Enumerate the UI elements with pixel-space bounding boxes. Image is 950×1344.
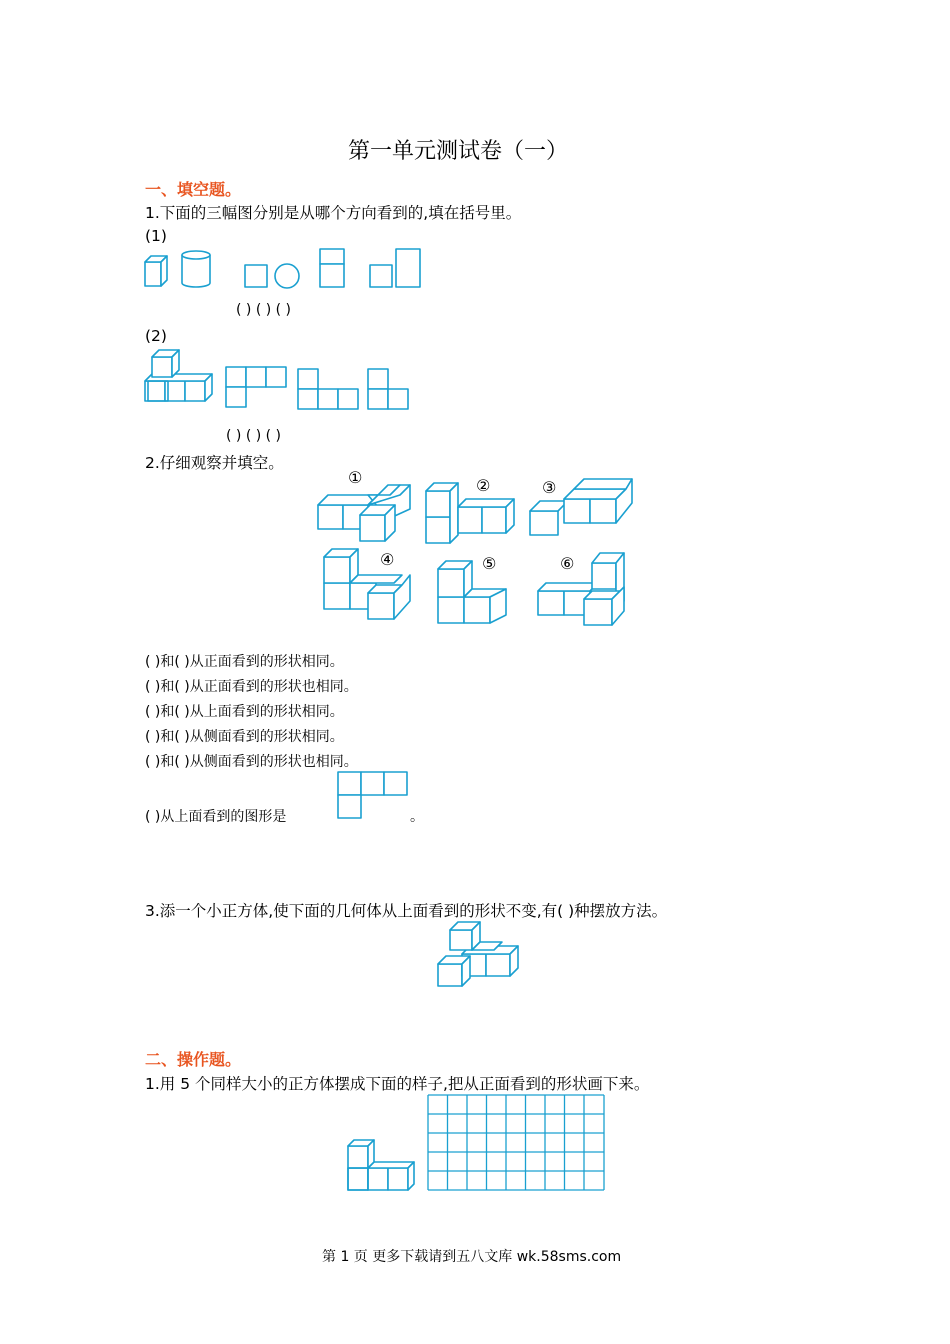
view-grid-a xyxy=(226,367,286,407)
figure-2 xyxy=(426,476,514,543)
view-rect-top xyxy=(320,249,344,264)
view-square xyxy=(245,265,267,287)
q2-last-line-suffix: 。 xyxy=(410,809,424,825)
part-2-label: (2) xyxy=(145,327,167,345)
view-tall-rect xyxy=(396,249,420,287)
operation-figure xyxy=(342,1134,422,1194)
section-heading-fill-blank: 一、填空题。 xyxy=(145,180,242,199)
figure-label: ④ xyxy=(380,550,395,569)
figure-label: ③ xyxy=(542,478,557,497)
view-small-square xyxy=(370,265,392,287)
view-grid-b xyxy=(298,369,358,409)
figure-6 xyxy=(538,553,624,625)
q2-line-2[interactable]: ( )和( )从正面看到的形状也相同。 xyxy=(145,679,358,695)
page-title: 第一单元测试卷（一） xyxy=(348,139,569,164)
figure-5 xyxy=(438,554,506,623)
section-heading-operation: 二、操作题。 xyxy=(145,1050,242,1069)
question-3-text[interactable]: 3.添一个小正方体,使下面的几何体从上面看到的形状不变,有( )种摆放方法。 xyxy=(145,902,668,920)
q2-line-3[interactable]: ( )和( )从上面看到的形状相同。 xyxy=(145,704,344,720)
question-2-figures xyxy=(310,465,640,635)
q2-line-5[interactable]: ( )和( )从侧面看到的形状也相同。 xyxy=(145,754,358,770)
figure-1 xyxy=(318,468,410,541)
question-2-text: 2.仔细观察并填空。 xyxy=(145,454,284,472)
part-1-figures xyxy=(140,245,430,295)
cylinder-figure xyxy=(182,251,210,287)
part-1-label: (1) xyxy=(145,227,167,245)
figure-3 xyxy=(530,478,632,535)
part-1-blanks[interactable]: ( ) ( ) ( ) xyxy=(236,302,292,318)
question-1-text: 1.下面的三幅图分别是从哪个方向看到的,填在括号里。 xyxy=(145,204,522,222)
view-grid-c xyxy=(368,369,408,409)
operation-question-1-text: 1.用 5 个同样大小的正方体摆成下面的样子,把从正面看到的形状画下来。 xyxy=(145,1075,650,1093)
q2-line-4[interactable]: ( )和( )从侧面看到的形状相同。 xyxy=(145,729,344,745)
top-view-shape xyxy=(336,770,412,820)
view-circle xyxy=(275,264,299,288)
q2-line-1[interactable]: ( )和( )从正面看到的形状相同。 xyxy=(145,654,344,670)
part-2-figures xyxy=(140,345,420,415)
q2-last-line-prefix[interactable]: ( )从上面看到的图形是 xyxy=(145,809,287,825)
page-footer: 第 1 页 更多下载请到五八文库 wk.58sms.com xyxy=(322,1249,622,1265)
view-rect-bottom xyxy=(320,264,344,287)
figure-label: ⑥ xyxy=(560,554,575,573)
l-shape-cube-figure xyxy=(145,350,212,401)
figure-label: ⑤ xyxy=(482,554,497,573)
figure-4 xyxy=(324,549,410,619)
figure-label: ② xyxy=(476,476,491,495)
drawing-grid[interactable] xyxy=(426,1094,606,1194)
small-cube-figure xyxy=(145,256,167,286)
part-2-blanks[interactable]: ( ) ( ) ( ) xyxy=(226,428,282,444)
question-3-figure xyxy=(432,918,522,990)
figure-label: ① xyxy=(348,468,363,487)
